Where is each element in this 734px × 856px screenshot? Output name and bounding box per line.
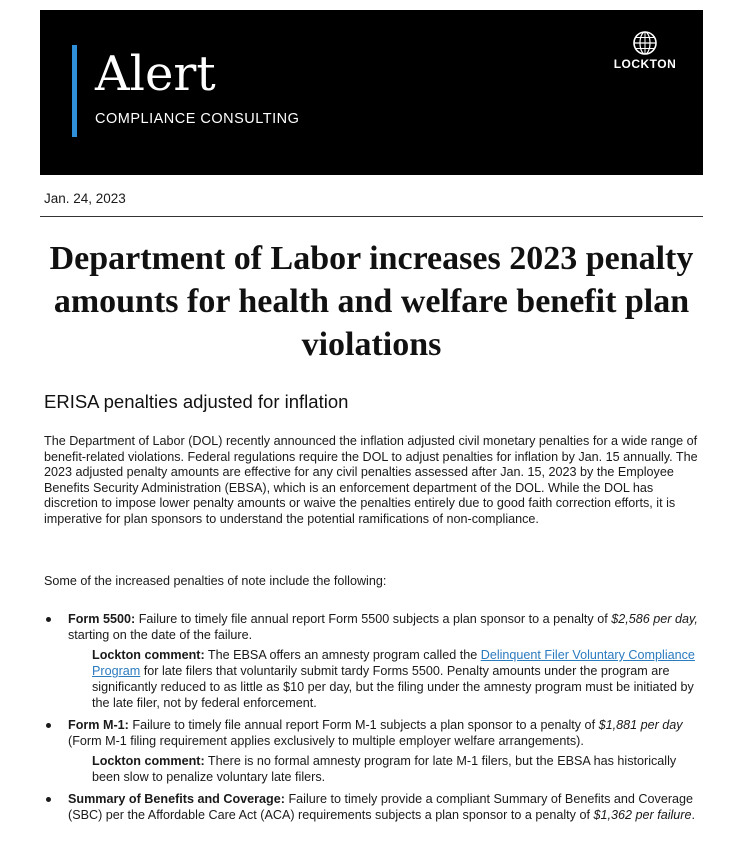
comment-text: There is no formal amnesty program for late M-1 filers, but the EBSA has historically been slow to penalize voluntary late filers. bbox=[92, 754, 677, 784]
comment-label: Lockton comment: bbox=[92, 648, 205, 662]
item-amount: $2,586 per day, bbox=[611, 612, 698, 626]
comment-text-after: for late filers that voluntarily submit tardy Forms 5500. Penalty amounts under the program are significantly reduced to as little as $10 per day, but the filing under the amnesty program must be initiated by the late filer, not by federal enforcement. bbox=[92, 664, 694, 710]
globe-icon bbox=[630, 30, 660, 56]
item-text-after: . bbox=[691, 808, 696, 822]
dfvc-program-link[interactable]: Delinquent Filer Voluntary Compliance Program bbox=[92, 648, 695, 678]
header-banner bbox=[40, 10, 703, 175]
publish-date: Jan. 24, 2023 bbox=[44, 191, 126, 206]
list-item-form-m1 bbox=[44, 717, 704, 785]
section-heading: ERISA penalties adjusted for inflation bbox=[44, 391, 349, 412]
item-label: Form 5500: bbox=[68, 612, 136, 626]
accent-bar bbox=[72, 45, 77, 137]
item-text: Failure to timely file annual report Form M-1 subjects a plan sponsor to a penalty of bbox=[128, 718, 599, 732]
lockton-logo bbox=[605, 30, 685, 71]
comment-label: Lockton comment: bbox=[92, 754, 205, 768]
list-item-form-5500 bbox=[44, 611, 704, 711]
item-text: Failure to timely provide a compliant Summary of Benefits and Coverage (SBC) per the Affordable Care Act (ACA) requirements subjects a plan sponsor to a penalty of bbox=[68, 792, 694, 822]
penalty-list bbox=[44, 611, 704, 829]
item-amount: $1,881 per day bbox=[598, 718, 683, 732]
list-item-sbc bbox=[44, 791, 704, 823]
alert-subtitle: COMPLIANCE CONSULTING bbox=[95, 111, 300, 127]
intro-paragraph: The Department of Labor (DOL) recently announced the inflation adjusted civil monetary penalties for a wide range of benefit-related violations. Federal regulations require the DOL to adjust penalties for inflation by Jan. 15 annually. The 2023 adjusted penalty amounts are effective for any civil penalties assessed after Jan. 15, 2023 by the Employee Benefits Security Administration (EBSA), which is an enforcement department of the DOL. While the DOL has discretion to impose lower penalty amounts or waive the penalties entirely due to good faith correction efforts, it is imperative for plan sponsors to understand the potential ramifications of non-compliance. bbox=[44, 434, 698, 526]
alert-title: Alert bbox=[95, 46, 216, 102]
item-amount: $1,362 per failure bbox=[593, 808, 692, 822]
bullet-icon bbox=[46, 797, 51, 802]
bullet-icon bbox=[46, 723, 51, 728]
item-text: Failure to timely file annual report Form 5500 subjects a plan sponsor to a penalty of bbox=[135, 612, 612, 626]
lockton-comment bbox=[92, 647, 704, 711]
item-text-after: (Form M-1 filing requirement applies exclusively to multiple employer welfare arrangements). bbox=[68, 734, 584, 748]
bullet-icon bbox=[46, 617, 51, 622]
item-text-after: starting on the date of the failure. bbox=[68, 628, 253, 642]
logo-text: LOCKTON bbox=[613, 57, 677, 71]
headline: Department of Labor increases 2023 penalty amounts for health and welfare benefit plan violations bbox=[49, 240, 694, 363]
item-label: Form M-1: bbox=[68, 718, 129, 732]
lockton-comment bbox=[92, 753, 704, 785]
comment-text: The EBSA offers an amnesty program called the bbox=[204, 648, 481, 662]
item-label: Summary of Benefits and Coverage: bbox=[68, 792, 285, 806]
divider bbox=[40, 216, 703, 217]
list-intro: Some of the increased penalties of note include the following: bbox=[44, 574, 387, 588]
